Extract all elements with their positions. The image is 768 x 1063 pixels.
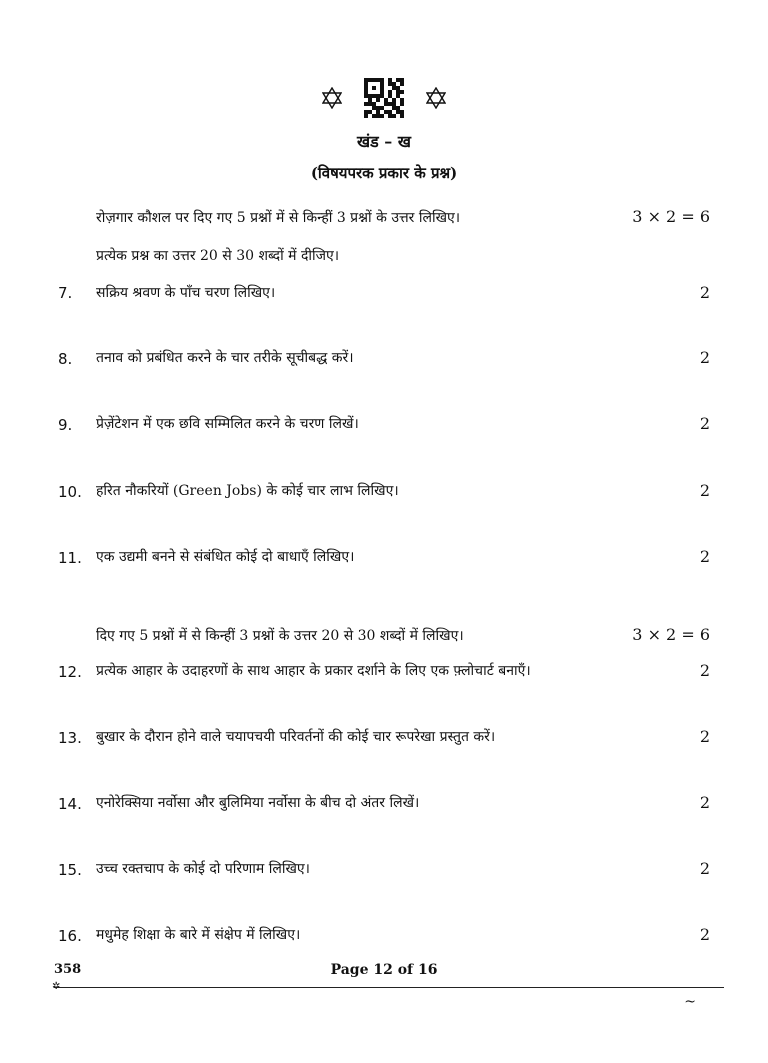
footer-ornament-icon: ✲ xyxy=(52,981,61,992)
question-text: प्रेज़ेंटेशन में एक छवि सम्मिलित करने के चरण लिखें। xyxy=(96,416,359,432)
question-marks: 2 xyxy=(699,859,710,878)
question-number: 12. xyxy=(58,663,82,681)
page-header xyxy=(0,78,768,118)
question-text: उच्च रक्तचाप के कोई दो परिणाम लिखिए। xyxy=(96,861,310,877)
question-text: एक उद्यमी बनने से संबंधित कोई दो बाधाएँ लिखिए। xyxy=(96,549,355,565)
question-text: बुखार के दौरान होने वाले चयापचयी परिवर्तनों की कोई चार रूपरेखा प्रस्तुत करें। xyxy=(96,729,496,745)
group2-total-marks: 3 × 2 = 6 xyxy=(632,625,710,644)
question-number: 14. xyxy=(58,795,82,813)
page-number: Page 12 of 16 xyxy=(330,962,438,978)
question-marks: 2 xyxy=(699,727,710,746)
question-number: 8. xyxy=(58,350,73,368)
section-title: खंड – ख xyxy=(357,132,411,151)
question-marks: 2 xyxy=(699,481,710,500)
question-marks: 2 xyxy=(699,661,710,680)
question-number: 9. xyxy=(58,416,73,434)
question-text: हरित नौकरियों (Green Jobs) के कोई चार लाभ लिखिए। xyxy=(96,483,399,499)
question-number: 11. xyxy=(58,549,82,567)
qr-code-icon xyxy=(364,78,404,118)
footer-tilde: ~ xyxy=(684,994,696,1010)
question-marks: 2 xyxy=(699,283,710,302)
question-text: तनाव को प्रबंधित करने के चार तरीके सूचीबद्ध करें। xyxy=(96,350,354,366)
question-text: मधुमेह शिक्षा के बारे में संक्षेप में लिखिए। xyxy=(96,927,301,943)
footer-divider xyxy=(54,987,724,988)
question-text: एनोरेक्सिया नर्वोसा और बुलिमिया नर्वोसा के बीच दो अंतर लिखें। xyxy=(96,795,420,811)
question-number: 15. xyxy=(58,861,82,879)
question-marks: 2 xyxy=(699,547,710,566)
question-number: 13. xyxy=(58,729,82,747)
question-marks: 2 xyxy=(699,925,710,944)
star-of-david-icon xyxy=(322,87,342,109)
question-number: 7. xyxy=(58,284,73,302)
star-of-david-icon xyxy=(426,87,446,109)
question-marks: 2 xyxy=(699,793,710,812)
question-marks: 2 xyxy=(699,414,710,433)
group1-instruction: रोज़गार कौशल पर दिए गए 5 प्रश्नों में से किन्हीं 3 प्रश्नों के उत्तर लिखिए। xyxy=(96,210,461,226)
question-number: 16. xyxy=(58,927,82,945)
paper-code: 358 xyxy=(54,962,82,977)
group1-instruction-2: प्रत्येक प्रश्न का उत्तर 20 से 30 शब्दों में दीजिए। xyxy=(96,248,340,264)
question-text: प्रत्येक आहार के उदाहरणों के साथ आहार के प्रकार दर्शाने के लिए एक फ़्लोचार्ट बनाएँ। xyxy=(96,663,531,679)
question-number: 10. xyxy=(58,483,82,501)
section-subtitle: (विषयपरक प्रकार के प्रश्न) xyxy=(310,164,458,182)
question-text: सक्रिय श्रवण के पाँच चरण लिखिए। xyxy=(96,285,276,301)
group1-total-marks: 3 × 2 = 6 xyxy=(632,207,710,226)
question-marks: 2 xyxy=(699,348,710,367)
group2-instruction: दिए गए 5 प्रश्नों में से किन्हीं 3 प्रश्नों के उत्तर 20 से 30 शब्दों में लिखिए। xyxy=(96,628,464,644)
